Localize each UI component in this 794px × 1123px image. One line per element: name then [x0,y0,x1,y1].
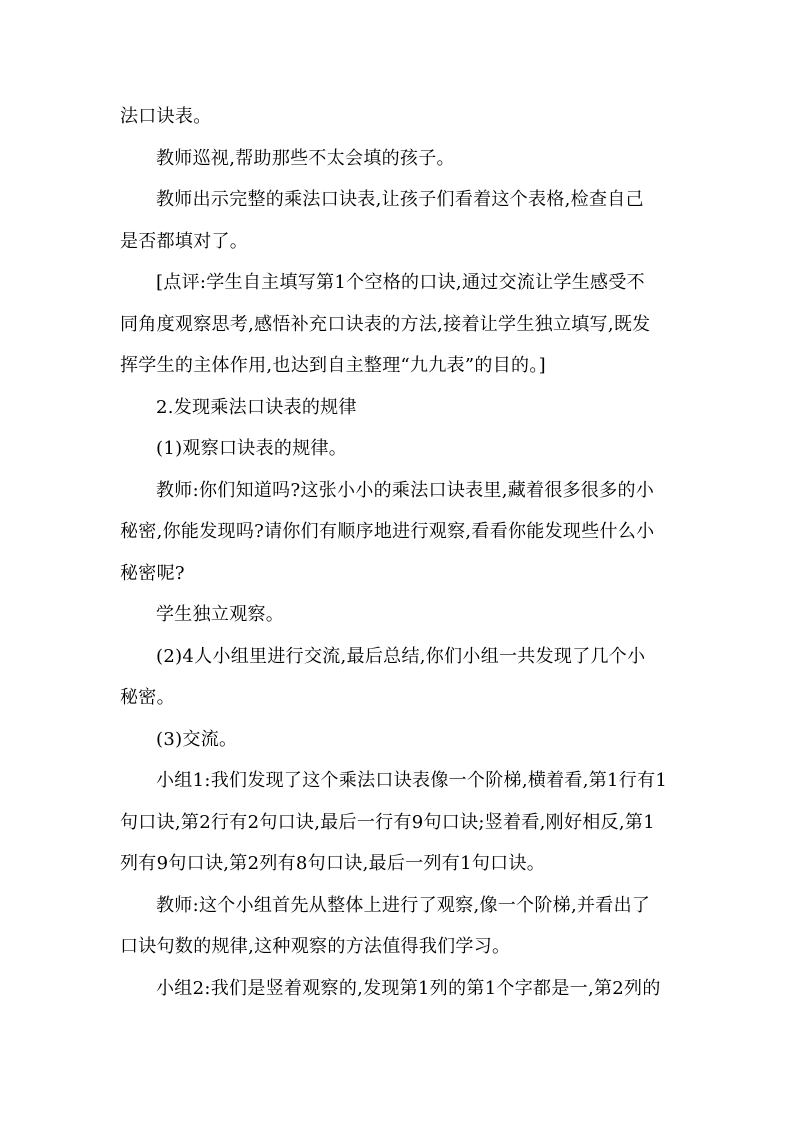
text-line: 秘密呢? [120,562,185,584]
text-line: 小组1:我们发现了这个乘法口诀表像一个阶梯,横着看,第1行有1 [156,770,668,791]
text-line: 学生独立观察。 [156,604,285,625]
text-line: 是否都填对了。 [120,230,249,252]
text-line: (3)交流。 [156,728,238,750]
document-body [120,96,680,1009]
text-line: 同角度观察思考,感悟补充口诀表的方法,接着让学生独立填写,既发 [120,313,651,335]
text-line: 教师巡视,帮助那些不太会填的孩子。 [156,147,455,169]
text-line: (2)4人小组里进行交流,最后总结,你们小组一共发现了几个小 [156,645,646,667]
text-line: 句口诀,第2行有2句口诀,最后一行有9句口诀;竖着看,刚好相反,第1 [120,811,655,833]
text-line: 挥学生的主体作用,也达到自主整理“九九表”的目的。] [120,355,546,376]
text-line: 列有9句口诀,第2列有8句口诀,最后一列有1句口诀。 [120,853,546,874]
text-line: 口诀句数的规律,这种观察的方法值得我们学习。 [120,936,511,957]
text-line: 教师:这个小组首先从整体上进行了观察,像一个阶梯,并看出了 [156,894,651,916]
text-line: 法口诀表。 [120,106,212,127]
text-line: 秘密,你能发现吗?请你们有顺序地进行观察,看看你能发现些什么小 [120,521,655,542]
text-line: 教师:你们知道吗?这张小小的乘法口诀表里,藏着很多很多的小 [156,479,655,501]
text-line: 秘密。 [120,687,175,708]
text-line: 小组2:我们是竖着观察的,发现第1列的第1个字都是一,第2列的 [156,977,661,999]
text-line: [点评:学生自主填写第1个空格的口诀,通过交流让学生感受不 [156,272,645,293]
text-line: (1)观察口诀表的规律。 [156,438,348,459]
section-heading: 2.发现乘法口诀表的规律 [156,396,357,418]
text-line: 教师出示完整的乘法口诀表,让孩子们看着这个表格,检查自己 [156,189,644,210]
